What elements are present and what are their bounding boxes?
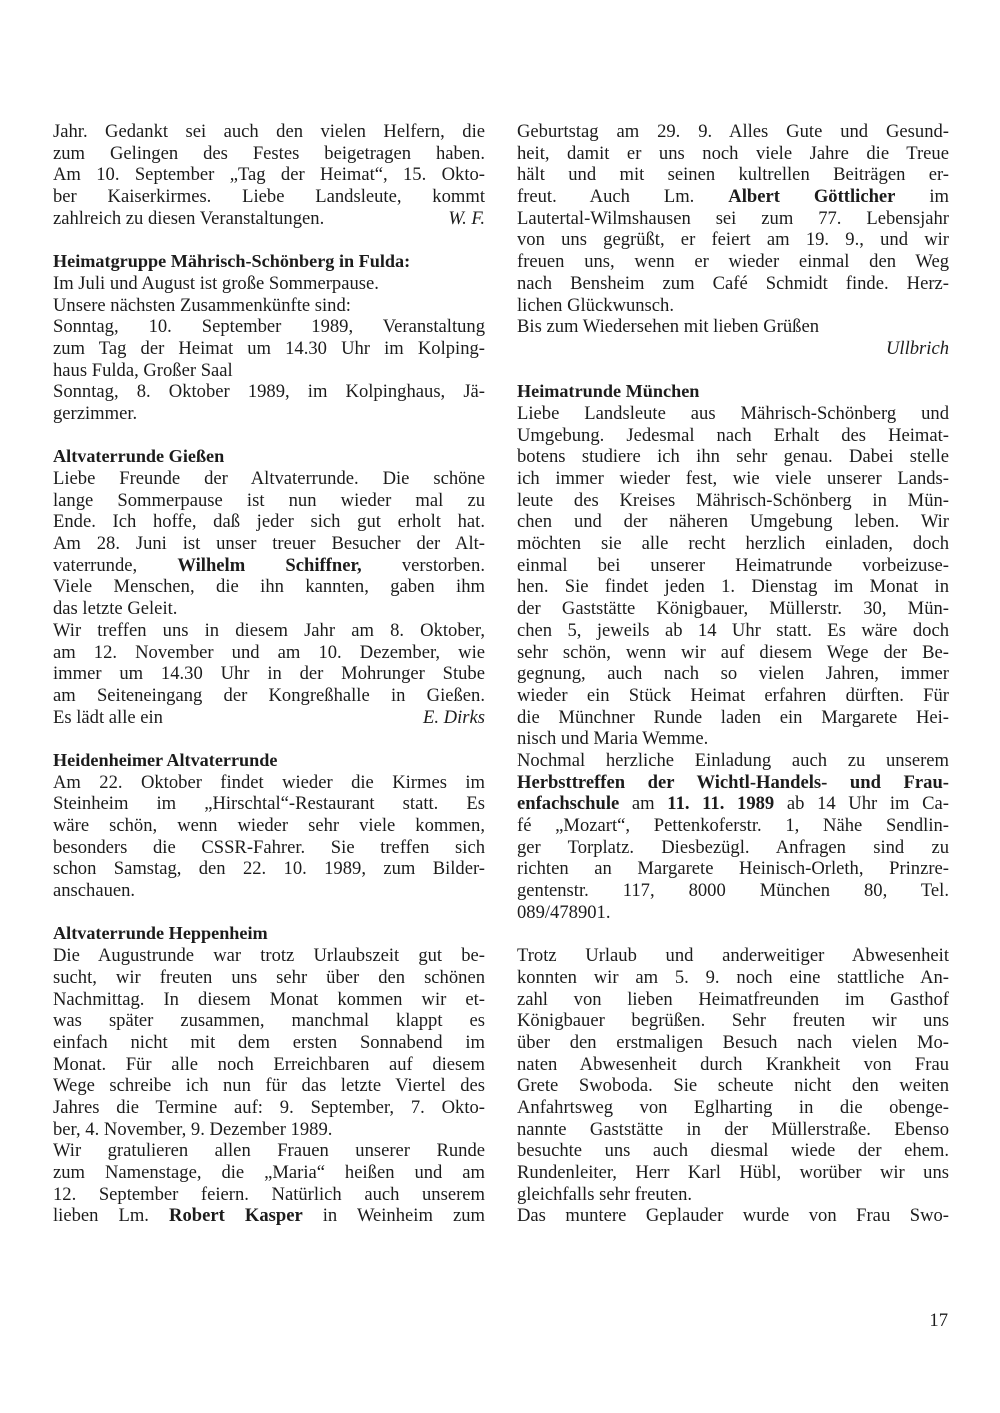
- section-heppenheim: [53, 923, 485, 1227]
- text-line: [53, 555, 485, 577]
- person-name: Robert Kasper: [169, 1205, 303, 1227]
- text-line: 12. September feiern. Natürlich auch unserem: [53, 1183, 485, 1205]
- text-line: fé „Mozart“, Pettenkoferstr. 1, Nähe Sendlin-: [517, 815, 949, 836]
- text-line: sucht, wir freuten uns sehr über den schönen: [53, 966, 485, 988]
- text-line: über den erstmaligen Besuch nach vielen Mo-: [517, 1031, 949, 1053]
- section-heading: Altvaterrunde Heppenheim: [53, 923, 268, 944]
- text-line: nannte Gaststätte in der Müllerstraße. Ebenso: [517, 1118, 949, 1140]
- text-run: vaterrunde,: [53, 554, 138, 576]
- text-line: Nachmittag. In diesem Monat kommen wir et-: [53, 988, 485, 1010]
- signature: [517, 338, 949, 360]
- paragraph-gap: [53, 728, 485, 750]
- section-fulda: [53, 251, 485, 425]
- left-column: [53, 121, 485, 1227]
- paragraph-gap: [517, 923, 949, 945]
- text-line: der Gaststätte Königbauer, Müllerstr. 30, Mün-: [517, 598, 949, 620]
- text-line: gerzimmer.: [53, 402, 138, 424]
- text-line: Anfahrtsweg von Eglharting in die obenge-: [517, 1096, 949, 1118]
- person-name: Wilhelm Schiffner,: [177, 554, 362, 576]
- text-line: Grete Swoboda. Sie scheute nicht den weiten: [517, 1075, 949, 1097]
- text-line: richten an Margarete Heinisch-Orleth, Prinzre-: [517, 858, 949, 880]
- text-line: Liebe Landsleute aus Mährisch-Schönberg und: [517, 402, 949, 424]
- text-line: haus Fulda, Großer Saal: [53, 359, 233, 381]
- text-line: Nochmal herzliche Einladung auch zu unserem: [517, 749, 949, 771]
- signature-text: Ullbrich: [885, 337, 949, 359]
- text-line: heit, damit er uns noch viele Jahre die Treue: [517, 142, 949, 164]
- text-line: Rundenleiter, Herr Karl Hübl, worüber wir uns: [517, 1162, 949, 1183]
- text-line: Jahres die Termine auf: 9. September, 7. Okto-: [53, 1096, 485, 1118]
- text-line: gentenstr. 117, 8000 München 80, Tel.: [517, 880, 949, 902]
- text-run: lieben Lm.: [53, 1205, 149, 1227]
- text-line: konnten wir am 5. 9. noch eine stattliche An-: [517, 966, 949, 988]
- text-line: möchten sie alle recht herzlich einladen, doch: [517, 533, 949, 555]
- section-giessen: [53, 446, 485, 728]
- text-line: wieder ein Stück Heimat erfahren dürften. Für: [517, 684, 949, 706]
- paragraph-gap: [53, 229, 485, 251]
- text-run: am: [631, 793, 655, 815]
- text-line: lange Sommerpause ist nun wieder mal zu: [53, 489, 485, 511]
- text-line: sehr schön, wenn wir auf diesem Wege der Be-: [517, 641, 949, 663]
- phone-number: 089/478901.: [517, 901, 611, 923]
- text-line: zum Namenstage, die „Maria“ heißen und am: [53, 1162, 485, 1183]
- text-line: wäre schön, wenn wieder sehr viele kommen,: [53, 815, 485, 836]
- text-line: schon Samstag, den 22. 10. 1989, zum Bilder-: [53, 858, 485, 880]
- text-line: leute des Kreises Mährisch-Schönberg in Mün-: [517, 489, 949, 511]
- text-run: freut. Auch Lm.: [517, 186, 695, 208]
- section-heading: Altvaterrunde Gießen: [53, 446, 225, 467]
- text-line: Jahr. Gedankt sei auch den vielen Helfern, die: [53, 121, 485, 142]
- text-line: einfach nicht mit dem ersten Sonnabend im: [53, 1031, 485, 1053]
- text-line: ger Torplatz. Diesbezügl. Anfragen sind zu: [517, 836, 949, 858]
- section-heidenheim: [53, 750, 485, 902]
- text-line: besonders die CSSR-Fahrer. Sie treffen sich: [53, 836, 485, 858]
- text-line: lichen Glückwunsch.: [517, 294, 674, 316]
- text-line: besuchte uns auch diesmal wiede der ehem.: [517, 1140, 949, 1162]
- text-line: Trotz Urlaub und anderweitiger Abwesenheit: [517, 945, 949, 967]
- text-line: von uns gegrüßt, er feiert am 19. 9., und wir: [517, 229, 949, 251]
- text-line: Wir gratulieren allen Frauen unserer Runde: [53, 1140, 485, 1162]
- text-line: gleichfalls sehr freuten.: [517, 1183, 693, 1205]
- text-line: chen und der näheren Umgebung leben. Wir: [517, 511, 949, 533]
- text-line: [53, 208, 485, 230]
- text-line: immer um 14.30 Uhr in der Mohrunger Stube: [53, 663, 485, 685]
- text-line: ber Kaiserkirmes. Liebe Landsleute, kommt: [53, 186, 485, 208]
- text-line-content: Es lädt alle ein: [53, 706, 163, 728]
- text-line: Am 10. September „Tag der Heimat“, 15. Okto-: [53, 164, 485, 186]
- text-line: Ende. Ich hoffe, daß jeder sich gut erholt hat.: [53, 511, 485, 533]
- text-line: nach Bensheim zum Café Schmidt finde. Herz-: [517, 272, 949, 294]
- paragraph-gap: [53, 425, 485, 447]
- signature: W. F.: [448, 207, 485, 229]
- text-line: [53, 707, 485, 729]
- text-run: im: [929, 186, 949, 208]
- section-muenchen: [517, 381, 949, 923]
- text-line: Bis zum Wiedersehen mit lieben Grüßen: [517, 316, 820, 338]
- text-line: einmal bei unserer Heimatrunde vorbeizuse-: [517, 554, 949, 576]
- text-line: [517, 186, 949, 208]
- text-line: zum Gelingen des Festes beigetragen haben.: [53, 142, 485, 164]
- text-line: Wege schreibe ich nun für das letzte Viertel des: [53, 1075, 485, 1097]
- text-line: Sonntag, 8. Oktober 1989, im Kolpinghaus, Jä-: [53, 381, 485, 403]
- event-date: 11. 11. 1989: [667, 793, 775, 815]
- text-line: das letzte Geleit.: [53, 598, 178, 620]
- text-line: Viele Menschen, die ihn kannten, gaben ihm: [53, 576, 485, 598]
- person-name: Albert Göttlicher: [728, 186, 896, 208]
- section-heppenheim-continued: [517, 121, 949, 360]
- text-line: naten Abwesenheit durch Krankheit von Frau: [517, 1053, 949, 1075]
- text-line: chen 5, jeweils ab 14 Uhr statt. Es wäre doch: [517, 619, 949, 641]
- text-line: freuen uns, wenn er wieder einmal den Weg: [517, 251, 949, 273]
- text-run: ab 14 Uhr im Ca-: [786, 793, 949, 815]
- section-heading: Heimatrunde München: [517, 381, 700, 402]
- text-line: Königbauer begrüßen. Sehr freuten wir uns: [517, 1010, 949, 1032]
- page-number: 17: [929, 1310, 948, 1331]
- text-line: gegnung, auch nach so vielen Jahren, immer: [517, 663, 949, 685]
- text-line: nisch und Maria Wemme.: [517, 728, 709, 750]
- text-line: hen. Sie findet jeden 1. Dienstag im Monat in: [517, 576, 949, 598]
- text-line: zahl von lieben Heimatfreunden im Gasthof: [517, 988, 949, 1010]
- text-line: Das muntere Geplauder wurde von Frau Swo-: [517, 1205, 949, 1227]
- text-line: botens studiere ich ihn sehr genau. Dabei stelle: [517, 446, 949, 468]
- text-line: Im Juli und August ist große Sommerpause.: [53, 272, 379, 294]
- event-title-line: [517, 772, 949, 794]
- text-line: hält und mit seinen kultrellen Beiträgen er-: [517, 164, 949, 186]
- right-column: [517, 121, 949, 1227]
- text-line: Die Augustrunde war trotz Urlaubszeit gut be-: [53, 945, 485, 967]
- text-line: Am 22. Oktober findet wieder die Kirmes im: [53, 771, 485, 793]
- event-title: Herbsttreffen der Wichtl-Handels- und Frau-: [517, 771, 949, 793]
- text-line: zum Tag der Heimat um 14.30 Uhr im Kolping-: [53, 337, 485, 359]
- signature: E. Dirks: [423, 706, 485, 728]
- text-line: Liebe Freunde der Altvaterrunde. Die schöne: [53, 468, 485, 489]
- text-line: [53, 1205, 485, 1227]
- text-line: die Münchner Runde laden ein Margarete Hei-: [517, 706, 949, 728]
- text-line: Umgebung. Jedesmal nach Erhalt des Heimat-: [517, 424, 949, 446]
- text-run: verstorben.: [401, 554, 486, 576]
- text-line: ber, 4. November, 9. Dezember 1989.: [53, 1118, 333, 1140]
- text-line: Wir treffen uns in diesem Jahr am 8. Oktober,: [53, 619, 485, 641]
- section-report: [517, 945, 949, 1227]
- text-line: am 12. November und am 10. Dezember, wie: [53, 641, 485, 663]
- section-heading: Heidenheimer Altvaterrunde: [53, 749, 278, 770]
- text-line: Monat. Für alle noch Erreichbaren auf diesem: [53, 1053, 485, 1075]
- text-run: in Weinheim zum: [322, 1205, 485, 1227]
- text-line: Am 28. Juni ist unser treuer Besucher der Alt-: [53, 533, 485, 555]
- text-line: Unsere nächsten Zusammenkünfte sind:: [53, 294, 351, 316]
- text-line: was später zusammen, manchmal klappt es: [53, 1010, 485, 1032]
- section-heading: Heimatgruppe Mährisch-Schönberg in Fulda:: [53, 251, 411, 272]
- text-line: anschauen.: [53, 880, 136, 902]
- text-line: am Seiteneingang der Kongreßhalle in Gießen.: [53, 684, 485, 706]
- intro-paragraph: [53, 121, 485, 229]
- text-line: Steinheim im „Hirschtal“-Restaurant statt. Es: [53, 793, 485, 815]
- text-line: Geburtstag am 29. 9. Alles Gute und Gesund-: [517, 121, 949, 142]
- text-line: Sonntag, 10. September 1989, Veranstaltung: [53, 316, 485, 338]
- paragraph-gap: [53, 902, 485, 924]
- paragraph-gap: [517, 360, 949, 382]
- text-line: Lautertal-Wilmshausen sei zum 77. Lebensjahr: [517, 207, 949, 229]
- text-line-content: zahlreich zu diesen Veranstaltungen.: [53, 207, 325, 229]
- text-line: ich immer wieder fest, wie viele unserer Lands-: [517, 468, 949, 489]
- event-title: enfachschule: [517, 793, 620, 815]
- text-line: [517, 793, 949, 815]
